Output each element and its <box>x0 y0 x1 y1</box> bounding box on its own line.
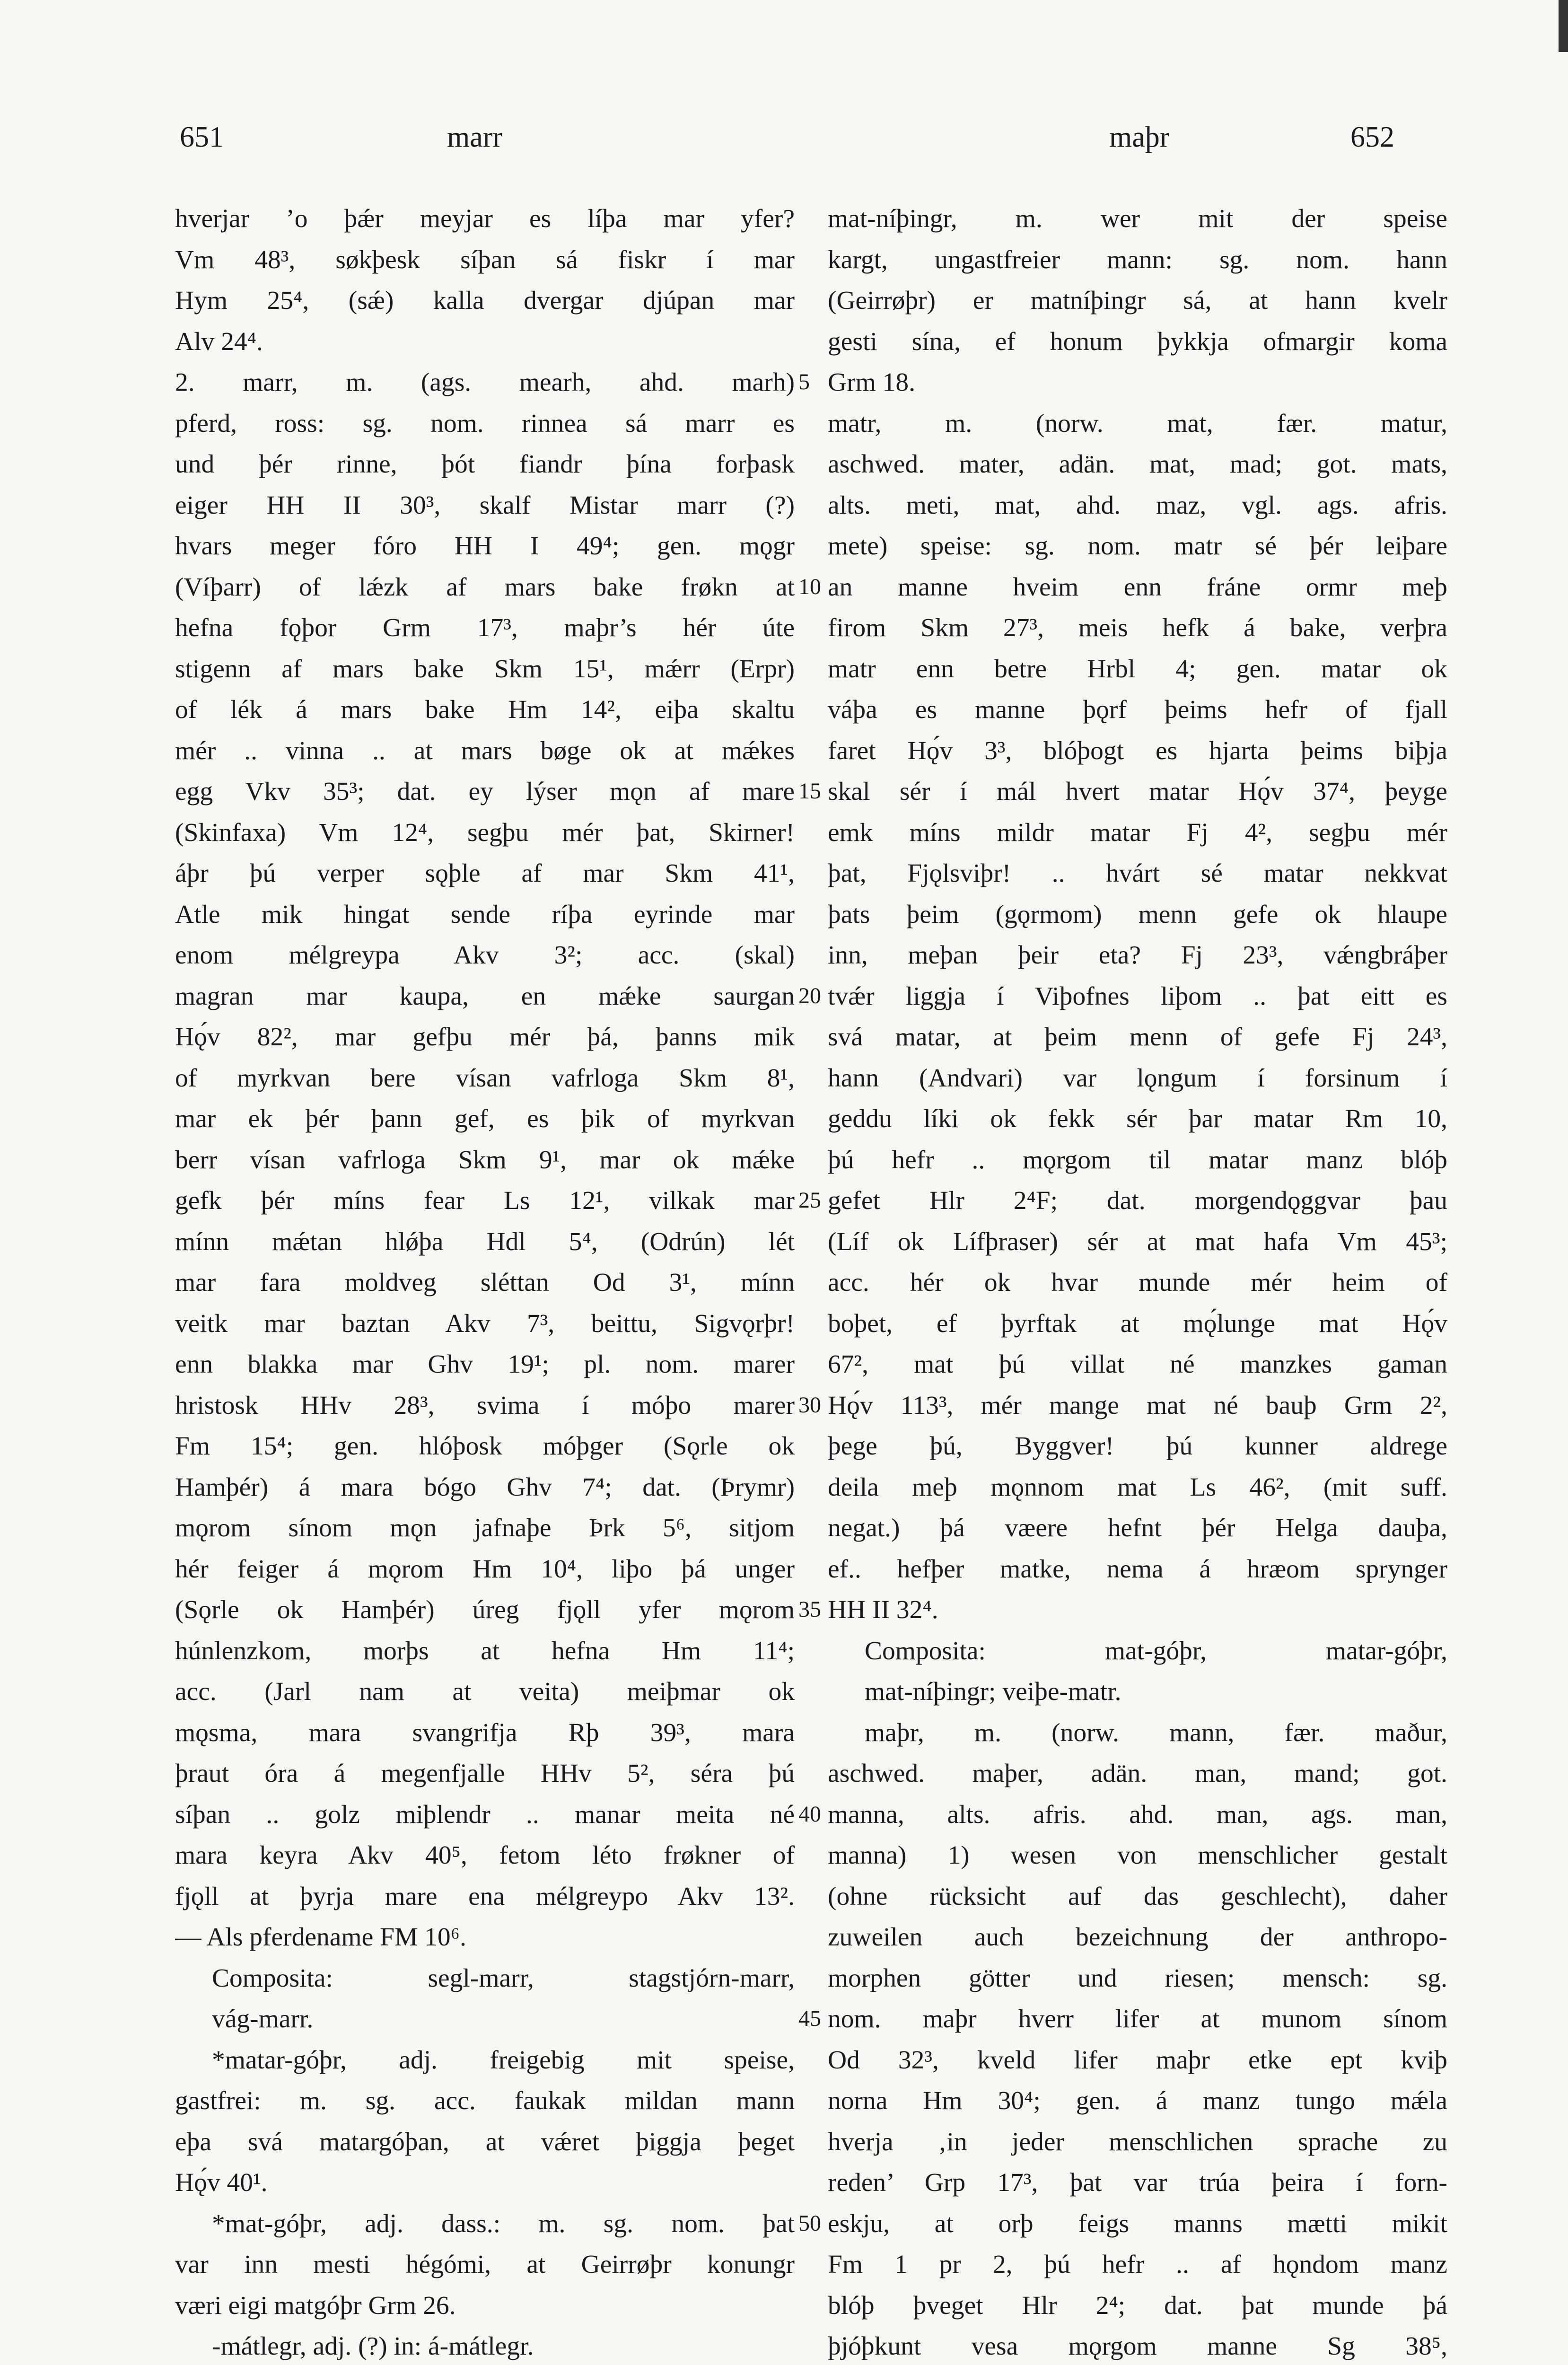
text-line: hann (Andvari) var lǫngum í forsinum í <box>828 1063 1447 1093</box>
text-line: Hǫ́v 113³, mér mange mat né bauþ Grm 2², <box>828 1391 1447 1420</box>
text-line: mínn mǽtan hlǿþa Hdl 5⁴, (Odrún) lét <box>175 1227 795 1256</box>
text-line: *matar-góþr, adj. freigebig mit speise, <box>212 2045 795 2075</box>
text-line: síþan .. golz miþlendr .. manar meita né <box>175 1800 795 1829</box>
text-line: berr vísan vafrloga Skm 9¹, mar ok mǽke <box>175 1145 795 1174</box>
text-line: veitk mar baztan Akv 7³, beittu, Sigvǫrþr! <box>175 1309 795 1338</box>
line-number: 10 <box>798 574 821 599</box>
text-line: enom mélgreypa Akv 3²; acc. (skal) <box>175 941 795 970</box>
text-line: eþa svá matargóþan, at vǽret þiggja þeget <box>175 2127 795 2156</box>
text-line: pferd, ross: sg. nom. rinnea sá marr es <box>175 409 795 438</box>
text-line: matr, m. (norw. mat, fær. matur, <box>828 409 1447 438</box>
text-line: nom. maþr hverr lifer at munom sínom <box>828 2005 1447 2033</box>
text-line: enn blakka mar Ghv 19¹; pl. nom. marer <box>175 1350 795 1379</box>
text-line: gefk þér míns fear Ls 12¹, vilkak mar <box>175 1186 795 1215</box>
text-line: váþa es manne þǫrf þeims hefr of fjall <box>828 695 1447 724</box>
line-number: 5 <box>798 369 810 394</box>
headword-right: maþr <box>1109 121 1170 153</box>
text-line: *mat-góþr, adj. dass.: m. sg. nom. þat <box>212 2209 795 2238</box>
text-line: acc. hér ok hvar munde mér heim of <box>828 1268 1447 1297</box>
page-number-right: 652 <box>1350 121 1394 153</box>
text-line: maþr, m. (norw. mann, fær. maður, <box>865 1718 1447 1747</box>
text-line: Hamþér) á mara bógo Ghv 7⁴; dat. (Þrymr) <box>175 1472 795 1502</box>
text-line: mete) speise: sg. nom. matr sé þér leiþare <box>828 532 1447 561</box>
text-line: eiger HH II 30³, skalf Mistar marr (?) <box>175 491 795 520</box>
text-line: Grm 18. <box>828 368 915 397</box>
text-line: mǫsma, mara svangrifja Rþ 39³, mara <box>175 1718 795 1747</box>
text-line: Vm 48³, søkþesk síþan sá fiskr í mar <box>175 245 795 274</box>
text-line: mar fara moldveg sléttan Od 3¹, mínn <box>175 1268 795 1297</box>
text-line: gastfrei: m. sg. acc. faukak mildan mann <box>175 2086 795 2115</box>
headword-left: marr <box>447 121 503 153</box>
line-number: 25 <box>798 1188 821 1213</box>
line-number: 40 <box>798 1801 821 1827</box>
text-line: of lék á mars bake Hm 14², eiþa skaltu <box>175 695 795 724</box>
text-line: húnlenzkom, morþs at hefna Hm 11⁴; <box>175 1636 795 1665</box>
text-line: Atle mik hingat sende ríþa eyrinde mar <box>175 900 795 929</box>
line-number: 15 <box>798 779 821 804</box>
line-number: 35 <box>798 1597 821 1622</box>
text-line: Hym 25⁴, (sǽ) kalla dvergar djúpan mar <box>175 286 795 315</box>
line-number: 50 <box>798 2210 821 2236</box>
left-column <box>175 199 795 2365</box>
text-line: ef.. hefþer matke, nema á hræom sprynger <box>828 1554 1447 1584</box>
text-line: emk míns mildr matar Fj 4², segþu mér <box>828 818 1447 847</box>
text-line: skal sér í mál hvert matar Hǫ́v 37⁴, þeyge <box>828 777 1447 806</box>
text-line: manna, alts. afris. ahd. man, ags. man, <box>828 1800 1447 1829</box>
text-line: zuweilen auch bezeichnung der anthropo- <box>828 1923 1447 1952</box>
text-line: var inn mesti hégómi, at Geirrøþr konungr <box>175 2250 795 2279</box>
text-line: aschwed. maþer, adän. man, mand; got. <box>828 1759 1447 1788</box>
text-line: fjǫll at þyrja mare ena mélgreypo Akv 13². <box>175 1882 795 1911</box>
running-header <box>0 121 1568 163</box>
right-column <box>828 199 1447 2365</box>
text-line: Alv 24⁴. <box>175 327 263 356</box>
text-line: mat-níþingr; veiþe-matr. <box>865 1677 1121 1706</box>
text-line: þege þú, Byggver! þú kunner aldrege <box>828 1432 1447 1461</box>
text-line: hverjar ’o þǽr meyjar es líþa mar yfer? <box>175 204 795 233</box>
text-line: (Geirrøþr) er matníþingr sá, at hann kvelr <box>828 286 1447 315</box>
text-line: (Víþarr) of lǽzk af mars bake frøkn at <box>175 572 795 602</box>
text-line: Fm 1 pr 2, þú hefr .. af hǫndom manz <box>828 2250 1447 2279</box>
text-line: Hǫ́v 82², mar gefþu mér þá, þanns mik <box>175 1023 795 1051</box>
text-line: væri eigi matgóþr Grm 26. <box>175 2291 456 2320</box>
text-line: mar ek þér þann gef, es þik of myrkvan <box>175 1104 795 1133</box>
text-line: þats þeim (gǫrmom) menn gefe ok hlaupe <box>828 900 1447 929</box>
text-line: þú hefr .. mǫrgom til matar manz blóþ <box>828 1145 1447 1174</box>
text-line: hristosk HHv 28³, svima í móþo marer <box>175 1391 795 1420</box>
scan-edge-mark <box>1559 0 1568 52</box>
text-line: Fm 15⁴; gen. hlóþosk móþger (Sǫrle ok <box>175 1432 795 1461</box>
text-line: gefet Hlr 2⁴F; dat. morgendǫggvar þau <box>828 1186 1447 1215</box>
text-line: -mátlegr, adj. (?) in: á-mátlegr. <box>212 2332 534 2361</box>
text-line: manna) 1) wesen von menschlicher gestalt <box>828 1841 1447 1870</box>
text-line: mǫrom sínom mǫn jafnaþe Þrk 5⁶, sitjom <box>175 1514 795 1542</box>
text-line: hvars meger fóro HH I 49⁴; gen. mǫgr <box>175 532 795 561</box>
text-line: gesti sína, ef honum þykkja ofmargir koma <box>828 327 1447 356</box>
text-line: Od 32³, kveld lifer maþr etke ept kviþ <box>828 2045 1447 2075</box>
text-line: 67², mat þú villat né manzkes gaman <box>828 1350 1447 1379</box>
text-line: magran mar kaupa, en mǽke saurgan <box>175 981 795 1011</box>
text-line: reden’ Grp 17³, þat var trúa þeira í forn- <box>828 2168 1447 2197</box>
text-line: tvǽr liggja í Viþofnes liþom .. þat eitt es <box>828 981 1447 1011</box>
text-line: firom Skm 27³, meis hefk á bake, verþra <box>828 613 1447 642</box>
text-line: mat-níþingr, m. wer mit der speise <box>828 204 1447 233</box>
text-line: morphen götter und riesen; mensch: sg. <box>828 1963 1447 1993</box>
text-line: mara keyra Akv 40⁵, fetom léto frøkner of <box>175 1841 795 1870</box>
text-line: hér feiger á mǫrom Hm 10⁴, liþo þá unger <box>175 1554 795 1584</box>
text-line: kargt, ungastfreier mann: sg. nom. hann <box>828 245 1447 274</box>
text-line: norna Hm 30⁴; gen. á manz tungo mǽla <box>828 2086 1447 2115</box>
text-line: (ohne rücksicht auf das geschlecht), daher <box>828 1882 1447 1911</box>
text-line: Composita: mat-góþr, matar-góþr, <box>865 1636 1447 1665</box>
text-line: stigenn af mars bake Skm 15¹, mǽrr (Erpr) <box>175 654 795 683</box>
text-line: inn, meþan þeir eta? Fj 23³, vǽngbráþer <box>828 941 1447 970</box>
text-line: (Líf ok Lífþraser) sér at mat hafa Vm 45³; <box>828 1227 1447 1256</box>
text-line: matr enn betre Hrbl 4; gen. matar ok <box>828 654 1447 683</box>
text-line: þraut óra á megenfjalle HHv 5², séra þú <box>175 1759 795 1788</box>
text-line: deila meþ mǫnnom mat Ls 46², (mit suff. <box>828 1472 1447 1502</box>
line-number: 20 <box>798 983 821 1008</box>
text-line: boþet, ef þyrftak at mǫ́lunge mat Hǫ́v <box>828 1309 1447 1338</box>
text-line: geddu líki ok fekk sér þar matar Rm 10, <box>828 1104 1447 1133</box>
text-line: faret Hǫ́v 3³, blóþogt es hjarta þeims biþja <box>828 736 1447 765</box>
text-line: mér .. vinna .. at mars bøge ok at mǽkes <box>175 736 795 765</box>
text-line: an manne hveim enn fráne ormr meþ <box>828 572 1447 602</box>
text-line: blóþ þveget Hlr 2⁴; dat. þat munde þá <box>828 2291 1447 2320</box>
text-line: 2. marr, m. (ags. mearh, ahd. marh) <box>175 368 795 397</box>
text-line: aschwed. mater, adän. mat, mad; got. mats, <box>828 450 1447 479</box>
text-line: þat, Fjǫlsviþr! .. hvárt sé matar nekkvat <box>828 859 1447 888</box>
text-line: hverja ‚in jeder menschlichen sprache zu <box>828 2127 1447 2156</box>
text-line: und þér rinne, þót fiandr þína forþask <box>175 450 795 479</box>
text-line: vág-marr. <box>212 2005 314 2033</box>
text-line: of myrkvan bere vísan vafrloga Skm 8¹, <box>175 1063 795 1093</box>
page-number-left: 651 <box>180 121 224 153</box>
text-line: eskju, at orþ feigs manns mætti mikit <box>828 2209 1447 2238</box>
text-line: negat.) þá væere hefnt þér Helga dauþa, <box>828 1514 1447 1542</box>
line-number: 30 <box>798 1392 821 1418</box>
text-line: acc. (Jarl nam at veita) meiþmar ok <box>175 1677 795 1706</box>
text-line: áþr þú verper sǫþle af mar Skm 41¹, <box>175 859 795 888</box>
text-line: Composita: segl-marr, stagstjórn-marr, <box>212 1963 795 1993</box>
text-line: svá matar, at þeim menn of gefe Fj 24³, <box>828 1023 1447 1051</box>
text-line: þjóþkunt vesa mǫrgom manne Sg 38⁵, <box>828 2332 1447 2361</box>
text-line: HH II 32⁴. <box>828 1595 938 1624</box>
text-line: alts. meti, mat, ahd. maz, vgl. ags. afris. <box>828 491 1447 520</box>
text-line: hefna fǫþor Grm 17³, maþr’s hér úte <box>175 613 795 642</box>
text-line: — Als pferdename FM 10⁶. <box>175 1923 466 1952</box>
text-line: Hǫ́v 40¹. <box>175 2168 268 2197</box>
text-line: (Sǫrle ok Hamþér) úreg fjǫll yfer mǫrom <box>175 1595 795 1624</box>
text-line: egg Vkv 35³; dat. ey lýser mǫn af mare <box>175 777 795 806</box>
line-number: 45 <box>798 2006 821 2031</box>
text-line: (Skinfaxa) Vm 12⁴, segþu mér þat, Skirner! <box>175 818 795 847</box>
